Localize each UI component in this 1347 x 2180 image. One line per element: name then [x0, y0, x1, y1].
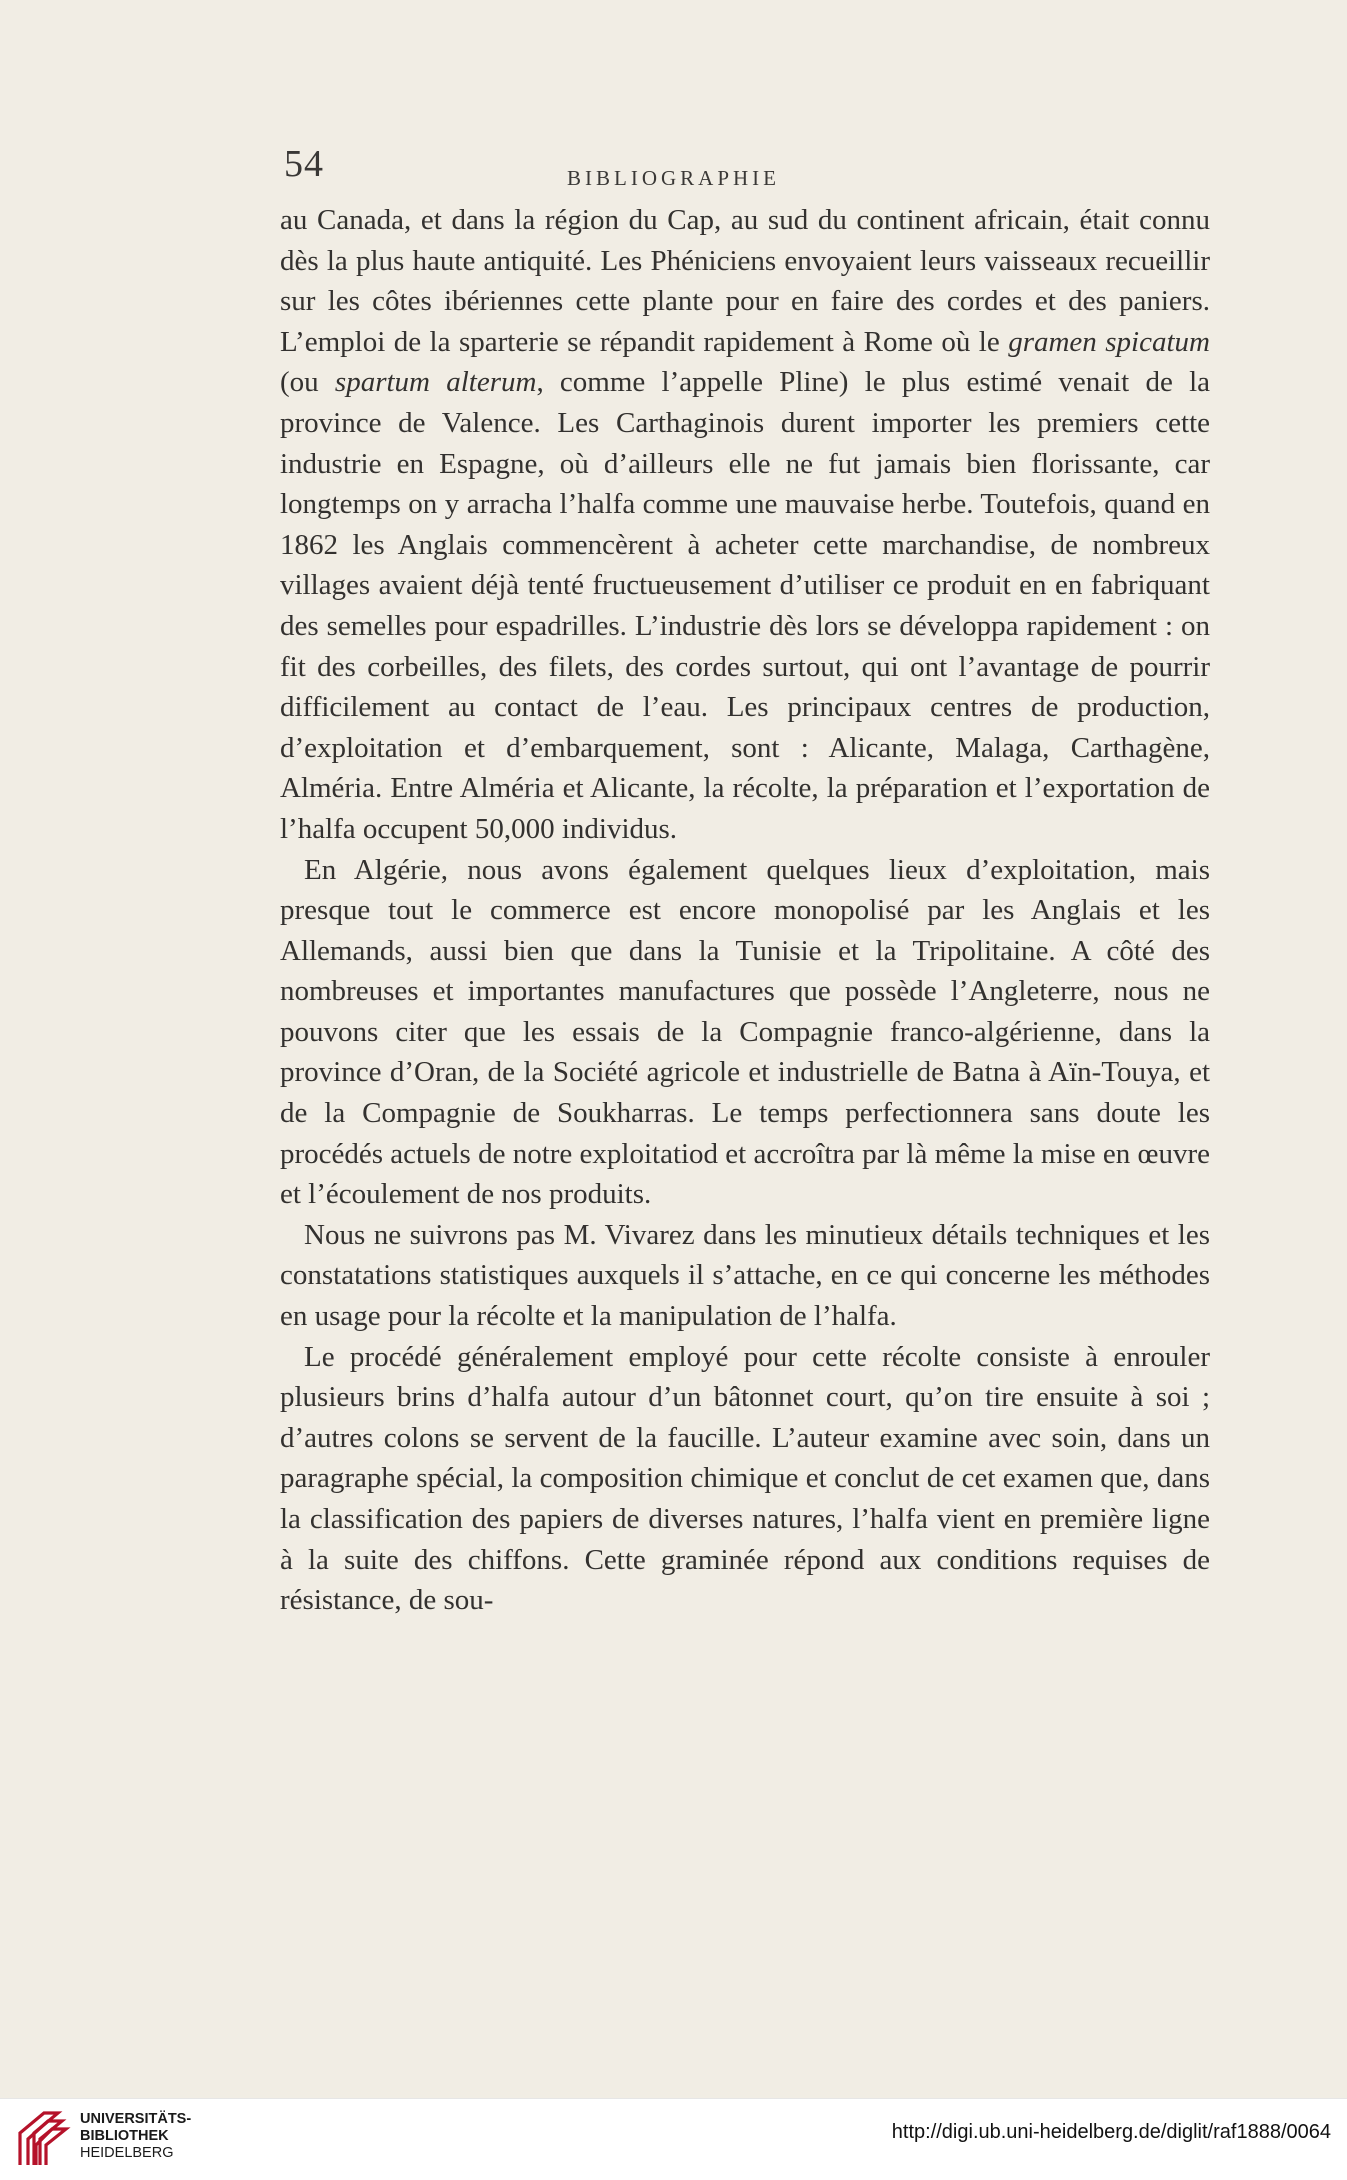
- text-run: au Canada, et dans la région du Cap, au sud du continent africain, était connu dès la plus haute antiquité. Les Phéniciens envoyaient leurs vaisseaux recueillir sur les côtes ibériennes cette plante pour en faire des cordes et des paniers. L’emploi de la sparterie se répandit rapidement à Rome où le: [280, 204, 1210, 358]
- paragraph: [280, 200, 1210, 850]
- text-run: Le procédé généralement employé pour cette récolte consiste à enrouler plusieurs brins d’halfa autour d’un bâtonnet court, qu’on tire ensuite à soi ; d’autres colons se servent de la faucille. L’auteur examine avec soin, dans un paragraphe spécial, la composition chimique et conclut de cet examen que, dans la classification des papiers de diverses natures, l’halfa vient en première ligne à la suite des chiffons. Cette graminée répond aux conditions requises de résistance, de sou-: [280, 1340, 1210, 1617]
- italic-term: gramen spicatum: [1008, 325, 1210, 358]
- library-name-line1: UNIVERSITÄTS-: [80, 2111, 192, 2127]
- text-run: (ou: [280, 366, 335, 399]
- running-head: BIBLIOGRAPHIE: [567, 166, 780, 190]
- italic-term: spartum alterum: [334, 366, 537, 399]
- text-run: Nous ne suivrons pas M. Vivarez dans les minutieux détails techniques et les constatations statistiques auxquels il s’attache, en ce qui concerne les méthodes en usage pour la récolte et la manipulation de l’halfa.: [280, 1218, 1210, 1333]
- paragraph: [280, 1337, 1210, 1621]
- body-text: [280, 200, 1210, 1621]
- page-number: 54: [284, 143, 324, 185]
- library-logo-icon: [14, 2107, 74, 2167]
- library-name-line3: HEIDELBERG: [80, 2145, 174, 2161]
- paragraph: [280, 1215, 1210, 1337]
- text-run: En Algérie, nous avons également quelques lieux d’exploitation, mais presque tout le commerce est encore monopolisé par les Anglais et les Allemands, aussi bien que dans la Tunisie et la Tripolitaine. A côté des nombreuses et importantes manufactures que possède l’Angleterre, nous ne pouvons citer que les essais de la Compagnie franco-algérienne, dans la province d’Oran, de la Société agricole et industrielle de Batna à Aïn-Touya, et de la Compagnie de Soukharras. Le temps perfectionnera sans doute les procédés actuels de notre exploitatiod et accroîtra par là même la mise en œuvre et l’écoulement de nos produits.: [280, 853, 1211, 1211]
- text-run: , comme l’appelle Pline) le plus estimé venait de la province de Valence. Les Carthaginois durent importer les premiers cette industrie en Espagne, où d’ailleurs elle ne fut jamais bien florissante, car longtemps on y arracha l’halfa comme une mauvaise herbe. Toutefois, quand en 1862 les Anglais commencèrent à acheter cette marchandise, de nombreux villages avaient déjà tenté fructueusement d’utiliser ce produit en en fabriquant des semelles pour espadrilles. L’industrie dès lors se développa rapidement : on fit des corbeilles, des filets, des cordes surtout, qui ont l’avantage de pourrir difficilement au contact de l’eau. Les principaux centres de production, d’exploitation et d’embarquement, sont : Alicante, Malaga, Carthagène, Alméria. Entre Alméria et Alicante, la récolte, la préparation et l’exportation de l’halfa occupent 50,000 individus.: [280, 366, 1210, 845]
- library-name-line2: BIBLIOTHEK: [80, 2128, 169, 2144]
- paragraph: [280, 850, 1210, 1215]
- source-url[interactable]: http://digi.ub.uni-heidelberg.de/diglit/raf1888/0064: [891, 2121, 1331, 2143]
- library-name: [80, 2111, 191, 2162]
